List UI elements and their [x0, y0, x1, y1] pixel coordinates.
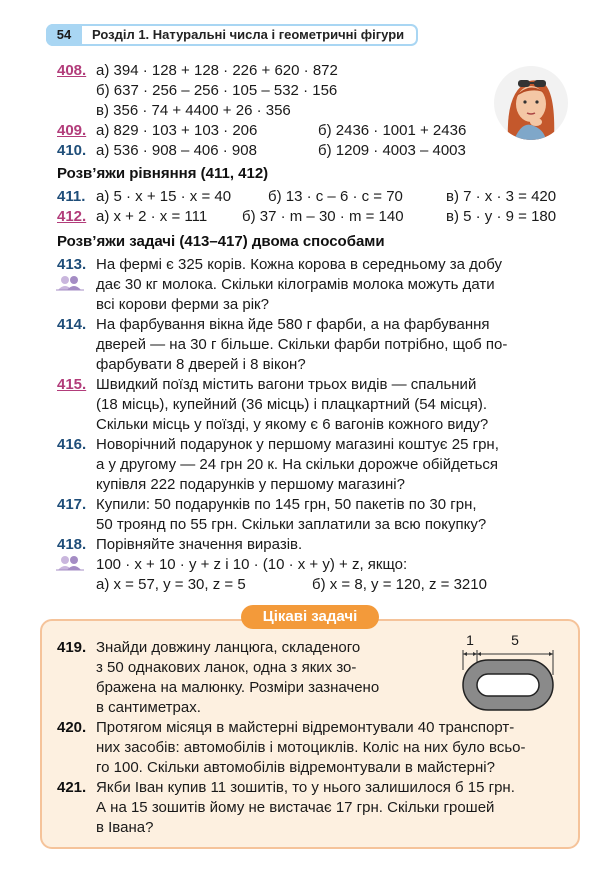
- expression: б) 1209 · 4003 – 4003: [318, 142, 466, 159]
- problem-text: На фермі є 325 корів. Кожна корова в середньому за добу: [96, 256, 502, 273]
- problem-text: фарбувати 8 дверей і 8 вікон?: [96, 356, 306, 373]
- pair-work-icon: [56, 555, 84, 576]
- equation: б) 37 · m – 30 · m = 140: [242, 208, 404, 225]
- exercise-number: 410.: [57, 142, 87, 159]
- expression: 100 · x + 10 · y + z і 10 · (10 · x + y) + z, якщо:: [96, 556, 408, 573]
- problem-text: Новорічний подарунок у першому магазині коштує 25 грн,: [96, 436, 499, 453]
- problem-text: Швидкий поїзд містить вагони трьох видів — спальний: [96, 376, 477, 393]
- pair-work-icon: [56, 275, 84, 296]
- problem-text: бражена на малюнку. Розміри зазначено: [96, 679, 380, 696]
- exercise-number: 417.: [57, 496, 87, 513]
- section-heading: Розв’яжи задачі (413–417) двома способами: [57, 233, 385, 250]
- exercise-number: 414.: [57, 316, 87, 333]
- problem-text: з 50 однакових ланок, одна з яких зо-: [96, 659, 357, 676]
- equation: б) 13 · c – 6 · c = 70: [268, 188, 403, 205]
- exercise-number: 421.: [57, 779, 87, 796]
- problem-text: купівля 222 подарунків у першому магазині?: [96, 476, 405, 493]
- equation: в) 5 · y · 9 = 180: [446, 208, 557, 225]
- expression: а) 536 · 908 – 406 · 908: [96, 142, 257, 159]
- dimension-label-1: 1: [466, 632, 474, 648]
- problem-text: На фарбування вікна йде 580 г фарби, а на фарбування: [96, 316, 490, 333]
- problem-text: в сантиметрах.: [96, 699, 201, 716]
- problem-text: а у другому — 24 грн 20 к. На скільки дорожче обійдеться: [96, 456, 499, 473]
- chapter-title: Розділ 1. Натуральні числа і геометричні фігури: [92, 27, 405, 42]
- expression: б) 2436 · 1001 + 2436: [318, 122, 467, 139]
- exercise-number: 412.: [57, 208, 87, 225]
- problem-text: всі корови ферми за рік?: [96, 296, 269, 313]
- section-heading: Розв’яжи рівняння (411, 412): [57, 165, 269, 182]
- exercise-number: 418.: [57, 536, 87, 553]
- problem-text: дає 30 кг молока. Скільки кілограмів молока можуть дати: [96, 276, 495, 293]
- problem-text: в Івана?: [96, 819, 154, 836]
- dimension-label-5: 5: [511, 632, 519, 648]
- exercise-number: 415.: [57, 376, 87, 393]
- problem-text: дверей — на 30 г більше. Скільки фарби потрібно, щоб по-: [96, 336, 508, 353]
- exercise-number: 419.: [57, 639, 87, 656]
- problem-text: А на 15 зошитів йому не вистачає 17 грн. Скільки грошей: [96, 799, 495, 816]
- problem-text: Купили: 50 подарунків по 145 грн, 50 пакетів по 30 грн,: [96, 496, 477, 513]
- fun-problems-title: Цікаві задачі: [241, 605, 379, 629]
- condition: б) x = 8, y = 120, z = 3210: [312, 576, 487, 593]
- thinking-girl-illustration: [494, 66, 568, 140]
- page-header: [46, 24, 418, 46]
- expression: а) 394 · 128 + 128 · 226 + 620 · 872: [96, 62, 338, 79]
- exercise-number: 420.: [57, 719, 87, 736]
- exercise-number: 411.: [57, 188, 86, 205]
- problem-text: них засобів: автомобілів і мотоциклів. Коліс на них було всьо-: [96, 739, 526, 756]
- chain-link-figure: [455, 630, 565, 714]
- page-number: 54: [46, 24, 82, 46]
- problem-text: (18 місць), купейний (36 місць) і плацкартний (54 місця).: [96, 396, 488, 413]
- equation: в) 7 · x · 3 = 420: [446, 188, 557, 205]
- exercise-number: 416.: [57, 436, 87, 453]
- problem-text: Протягом місяця в майстерні відремонтували 40 транспорт-: [96, 719, 515, 736]
- problem-text: го 100. Скільки автомобілів відремонтували в майстерні?: [96, 759, 495, 776]
- equation: а) 5 · x + 15 · x = 40: [96, 188, 232, 205]
- expression: а) 829 · 103 + 103 · 206: [96, 122, 258, 139]
- condition: а) x = 57, y = 30, z = 5: [96, 576, 246, 593]
- problem-text: Скільки місць у поїзді, у якому є 6 вагонів кожного виду?: [96, 416, 489, 433]
- problem-text: Знайди довжину ланцюга, складеного: [96, 639, 361, 656]
- problem-text: Порівняйте значення виразів.: [96, 536, 303, 553]
- exercise-number: 413.: [57, 256, 87, 273]
- problem-text: 50 троянд по 55 грн. Скільки заплатили за всю покупку?: [96, 516, 487, 533]
- equation: а) x + 2 · x = 111: [96, 208, 208, 225]
- problem-text: Якби Іван купив 11 зошитів, то у нього залишилося б 15 грн.: [96, 779, 515, 796]
- exercise-number: 408.: [57, 62, 87, 79]
- expression: б) 637 · 256 – 256 · 105 – 532 · 156: [96, 82, 338, 99]
- expression: в) 356 · 74 + 4400 + 26 · 356: [96, 102, 291, 119]
- exercise-number: 409.: [57, 122, 87, 139]
